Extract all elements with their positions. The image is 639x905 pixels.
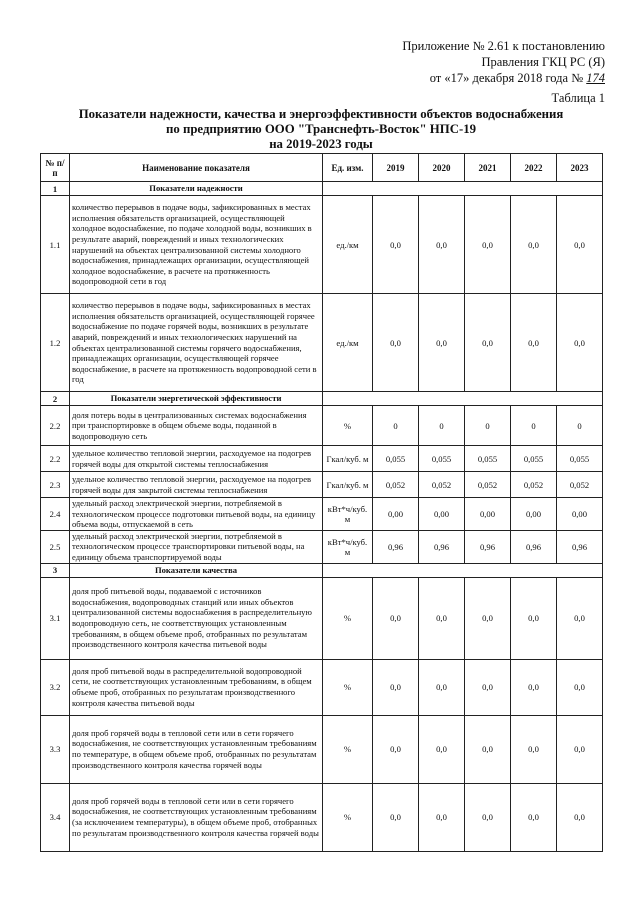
- document-title-line3: на 2019-2023 годы: [269, 137, 373, 151]
- unit: ед./км: [323, 294, 373, 392]
- indicator-name: доля проб питьевой воды, подаваемой с источников водоснабжения, водопроводных станций или иных объектов централизованной системы водоснабжения в распределительную водопроводную сеть, не соответствующих установленным требованиям, в общем объеме проб, отобранных по результатам производственного контроля качества питьевой воды: [70, 577, 323, 659]
- decree-date: от «17» декабря 2018 года №: [429, 71, 584, 85]
- table-row: [41, 472, 603, 498]
- year-value: 0,055: [419, 446, 465, 472]
- row-number: 3.2: [41, 659, 70, 715]
- table-row: [41, 783, 603, 851]
- column-header: 2022: [511, 154, 557, 182]
- year-value: 0,0: [373, 196, 419, 294]
- year-value: 0,00: [557, 498, 603, 531]
- year-value: 0,052: [373, 472, 419, 498]
- section-empty-cells: [323, 563, 603, 577]
- section-number: 3: [41, 563, 70, 577]
- year-value: 0: [511, 406, 557, 446]
- table-row: [41, 659, 603, 715]
- year-value: 0,055: [373, 446, 419, 472]
- unit: Гкал/куб. м: [323, 472, 373, 498]
- section-title: Показатели качества: [70, 563, 323, 577]
- unit: %: [323, 783, 373, 851]
- year-value: 0,052: [557, 472, 603, 498]
- column-header: 2021: [465, 154, 511, 182]
- year-value: 0,0: [419, 577, 465, 659]
- table-row: [41, 196, 603, 294]
- row-number: 3.1: [41, 577, 70, 659]
- year-value: 0,0: [465, 294, 511, 392]
- section-empty-cells: [323, 392, 603, 406]
- year-value: 0,96: [465, 530, 511, 563]
- year-value: 0,0: [511, 577, 557, 659]
- unit: кВт*ч/куб. м: [323, 498, 373, 531]
- year-value: 0,00: [373, 498, 419, 531]
- year-value: 0,0: [465, 783, 511, 851]
- year-value: 0,0: [557, 196, 603, 294]
- indicator-name: количество перерывов в подаче воды, зафиксированных в местах исполнения обязательств организацией, осуществляющей горячее водоснабжение по подаче горячей воды, возникших в результате аварий, повреждений и иных технологических нарушений на объектах централизованной системы горячего водоснабжения, принадлежащих организации, осуществляющей горячее водоснабжение, в расчете на протяженность водопроводной сети в год: [70, 294, 323, 392]
- year-value: 0,0: [511, 715, 557, 783]
- row-number: 1.2: [41, 294, 70, 392]
- year-value: 0,00: [465, 498, 511, 531]
- year-value: 0,0: [465, 659, 511, 715]
- unit: %: [323, 406, 373, 446]
- row-number: 3.4: [41, 783, 70, 851]
- year-value: 0,96: [557, 530, 603, 563]
- unit: кВт*ч/куб. м: [323, 530, 373, 563]
- year-value: 0,00: [511, 498, 557, 531]
- year-value: 0,96: [373, 530, 419, 563]
- table-row: [41, 498, 603, 531]
- document-title-line2: по предприятию ООО "Транснефть-Восток" НПС-19: [165, 122, 477, 136]
- row-number: 2.2: [41, 446, 70, 472]
- indicator-name: удельное количество тепловой энергии, расходуемое на подогрев горячей воды для открытой системы теплоснабжения: [70, 446, 323, 472]
- section-row: [41, 563, 603, 577]
- year-value: 0,0: [373, 294, 419, 392]
- unit: ед./км: [323, 196, 373, 294]
- year-value: 0,052: [465, 472, 511, 498]
- indicator-name: удельное количество тепловой энергии, расходуемое на подогрев горячей воды для закрытой системы теплоснабжения: [70, 472, 323, 498]
- section-row: [41, 182, 603, 196]
- section-number: 1: [41, 182, 70, 196]
- table-row: [41, 577, 603, 659]
- year-value: 0,0: [557, 659, 603, 715]
- appendix-header-line1: Приложение № 2.61 к постановлению: [402, 39, 605, 53]
- year-value: 0,96: [419, 530, 465, 563]
- year-value: 0: [557, 406, 603, 446]
- table-row: [41, 406, 603, 446]
- table-header-row: [41, 154, 603, 182]
- indicator-name: удельный расход электрической энергии, потребляемой в технологическом процессе подготовки питьевой воды, на единицу объема воды, отпускаемой в сеть: [70, 498, 323, 531]
- table-row: [41, 294, 603, 392]
- unit: %: [323, 715, 373, 783]
- appendix-header-line3: [430, 70, 605, 86]
- year-value: 0,055: [465, 446, 511, 472]
- row-number: 3.3: [41, 715, 70, 783]
- year-value: 0,055: [557, 446, 603, 472]
- year-value: 0: [373, 406, 419, 446]
- year-value: 0,0: [419, 783, 465, 851]
- year-value: 0,0: [465, 577, 511, 659]
- year-value: 0,00: [419, 498, 465, 531]
- year-value: 0,0: [419, 294, 465, 392]
- row-number: 2.4: [41, 498, 70, 531]
- indicator-name: доля проб питьевой воды в распределительной водопроводной сети, не соответствующих установленным требованиям, в общем объеме проб, отобранных по результатам производственного контроля качества питьевой воды: [70, 659, 323, 715]
- table-row: [41, 530, 603, 563]
- unit: Гкал/куб. м: [323, 446, 373, 472]
- column-header: № п/п: [41, 154, 70, 182]
- year-value: 0,0: [557, 783, 603, 851]
- year-value: 0,0: [419, 196, 465, 294]
- column-header: 2023: [557, 154, 603, 182]
- column-header: 2019: [373, 154, 419, 182]
- row-number: 2.3: [41, 472, 70, 498]
- year-value: 0,0: [373, 577, 419, 659]
- year-value: 0,0: [511, 196, 557, 294]
- year-value: 0,0: [557, 577, 603, 659]
- row-number: 2.2: [41, 406, 70, 446]
- year-value: 0,0: [557, 715, 603, 783]
- indicator-name: доля проб горячей воды в тепловой сети или в сети горячего водоснабжения, не соответствующих установленным требованиям (за исключением температуры), в общем объеме проб, отобранных по результатам производственного контроля качества горячей воды: [70, 783, 323, 851]
- year-value: 0,0: [373, 715, 419, 783]
- column-header: 2020: [419, 154, 465, 182]
- table-body: [41, 182, 603, 852]
- indicator-name: доля потерь воды в централизованных системах водоснабжения при транспортировке в общем объеме воды, поданной в водопроводную сеть: [70, 406, 323, 446]
- section-number: 2: [41, 392, 70, 406]
- year-value: 0,0: [465, 196, 511, 294]
- table-row: [41, 446, 603, 472]
- unit: %: [323, 659, 373, 715]
- indicators-table: [40, 153, 603, 852]
- table-label: Таблица 1: [551, 91, 605, 105]
- unit: %: [323, 577, 373, 659]
- decree-number: 174: [586, 71, 605, 85]
- year-value: 0,0: [373, 659, 419, 715]
- indicator-name: доля проб горячей воды в тепловой сети или в сети горячего водоснабжения, не соответствующих установленным требованиям по температуре, в общем объеме проб, отобранных по результатам производственного контроля качества горячей воды: [70, 715, 323, 783]
- year-value: 0,96: [511, 530, 557, 563]
- year-value: 0,052: [511, 472, 557, 498]
- indicator-name: удельный расход электрической энергии, потребляемой в технологическом процессе транспортировки питьевой воды, на единицу объема транспортируемой воды: [70, 530, 323, 563]
- column-header: Наименование показателя: [70, 154, 323, 182]
- section-empty-cells: [323, 182, 603, 196]
- year-value: 0,052: [419, 472, 465, 498]
- section-title: Показатели надежности: [70, 182, 323, 196]
- year-value: 0,0: [419, 715, 465, 783]
- year-value: 0,0: [373, 783, 419, 851]
- row-number: 1.1: [41, 196, 70, 294]
- document-title-line1: Показатели надежности, качества и энергоэффективности объектов водоснабжения: [78, 107, 564, 121]
- table-row: [41, 715, 603, 783]
- year-value: 0,0: [511, 659, 557, 715]
- section-title: Показатели энергетической эффективности: [70, 392, 323, 406]
- section-row: [41, 392, 603, 406]
- column-header: Ед. изм.: [323, 154, 373, 182]
- year-value: 0: [465, 406, 511, 446]
- year-value: 0,0: [557, 294, 603, 392]
- row-number: 2.5: [41, 530, 70, 563]
- year-value: 0,0: [419, 659, 465, 715]
- year-value: 0,0: [511, 294, 557, 392]
- year-value: 0: [419, 406, 465, 446]
- appendix-header-line2: Правления ГКЦ РС (Я): [481, 55, 605, 69]
- year-value: 0,055: [511, 446, 557, 472]
- year-value: 0,0: [465, 715, 511, 783]
- indicator-name: количество перерывов в подаче воды, зафиксированных в местах исполнения обязательств организацией, осуществляющей холодное водоснабжение, по подаче холодной воды, возникших в результате аварий, повреждений и иных технологических нарушений на объектах централизованной системы холодного водоснабжения, принадлежащих организации, осуществляющей холодное водоснабжение, в расчете на протяженность водопроводной сети в год: [70, 196, 323, 294]
- year-value: 0,0: [511, 783, 557, 851]
